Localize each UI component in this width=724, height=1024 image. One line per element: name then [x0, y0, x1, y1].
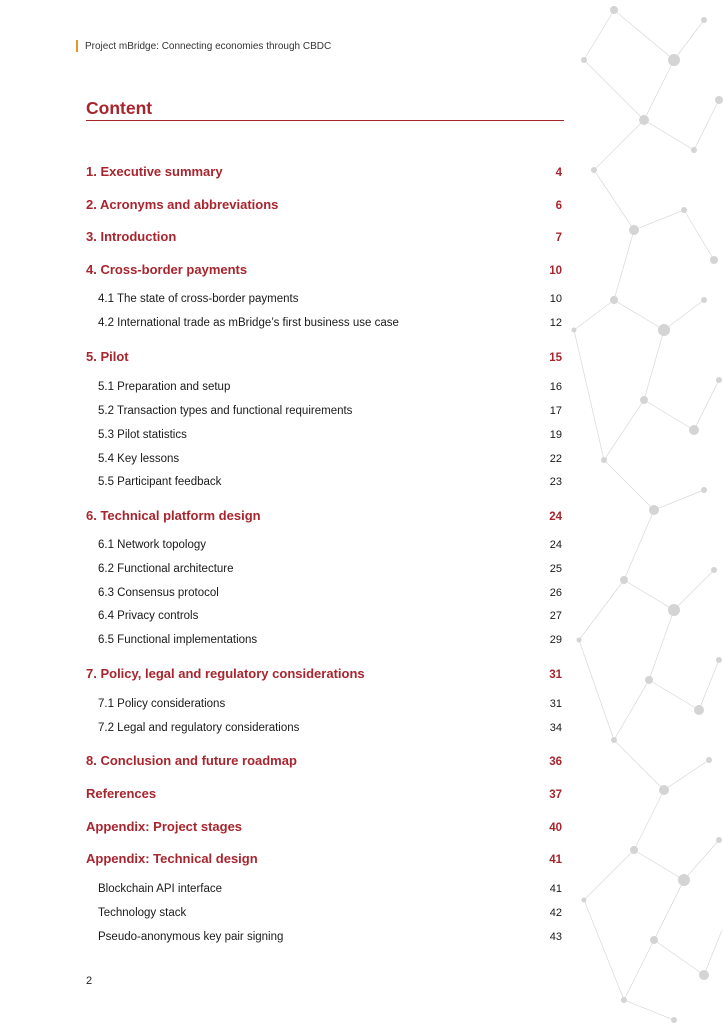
toc-entry-label: 6.5 Functional implementations [98, 634, 258, 646]
toc-subsection-entry[interactable] [86, 634, 562, 646]
toc-section-entry[interactable] [86, 197, 562, 212]
toc-entry-label: 5. Pilot [86, 349, 129, 364]
toc-subsection-entry[interactable] [86, 610, 562, 622]
toc-entry-label: 7.1 Policy considerations [98, 698, 226, 710]
toc-subsection-entry[interactable] [86, 698, 562, 710]
toc-entry-label: Blockchain API interface [98, 883, 223, 895]
toc-entry-page: 37 [549, 789, 562, 801]
toc-entry-page: 10 [549, 265, 562, 277]
toc-entry-label: 3. Introduction [86, 229, 177, 244]
toc-entry-label: Pseudo-anonymous key pair signing [98, 931, 284, 943]
toc-entry-page: 31 [549, 669, 562, 681]
toc-entry-label: 6.1 Network topology [98, 539, 207, 551]
toc-entry-page: 41 [549, 854, 562, 866]
toc-entry-label: Technology stack [98, 907, 187, 919]
toc-section-entry[interactable] [86, 819, 562, 834]
toc-subsection-entry[interactable] [86, 381, 562, 393]
toc-section-entry[interactable] [86, 262, 562, 277]
toc-entry-label: 5.2 Transaction types and functional requirements [98, 405, 353, 417]
page-title: Content [86, 98, 153, 118]
toc-entry-label: 7. Policy, legal and regulatory considerations [86, 666, 365, 681]
toc-entry-page: 15 [549, 352, 562, 364]
toc-entry-page: 24 [549, 511, 562, 523]
toc-section-entry[interactable] [86, 229, 562, 244]
toc-entry-label: 4.1 The state of cross-border payments [98, 293, 299, 305]
toc-entry-label: 1. Executive summary [86, 164, 223, 179]
toc-section-entry[interactable] [86, 349, 562, 364]
toc-entry-page: 40 [549, 822, 562, 834]
toc-entry-label: 5.3 Pilot statistics [98, 429, 187, 441]
toc-entry-page: 16 [549, 381, 562, 393]
toc-entry-label: 6. Technical platform design [86, 508, 261, 523]
toc-entry-page: 25 [549, 563, 562, 575]
toc-subsection-entry[interactable] [86, 722, 562, 734]
toc-section-entry[interactable] [86, 753, 562, 768]
header-accent-bar [76, 40, 78, 52]
toc-entry-page: 42 [549, 907, 562, 919]
toc-subsection-entry[interactable] [86, 405, 562, 417]
toc-entry-page: 24 [549, 539, 562, 551]
toc-entry-page: 27 [549, 610, 562, 622]
toc-subsection-entry[interactable] [86, 931, 562, 943]
toc-entry-label: 4. Cross-border payments [86, 262, 248, 277]
toc-subsection-entry[interactable] [86, 883, 562, 895]
toc-entry-page: 36 [549, 756, 562, 768]
toc-section-entry[interactable] [86, 666, 562, 681]
toc-entry-label: 7.2 Legal and regulatory considerations [98, 722, 300, 734]
toc-entry-label: 8. Conclusion and future roadmap [86, 753, 297, 768]
toc-entry-label: 5.4 Key lessons [98, 453, 180, 465]
toc-section-entry[interactable] [86, 164, 562, 179]
toc-subsection-entry[interactable] [86, 453, 562, 465]
toc-entry-label: 2. Acronyms and abbreviations [86, 197, 279, 212]
toc-entry-page: 19 [549, 429, 562, 441]
toc-subsection-entry[interactable] [86, 293, 562, 305]
toc-subsection-entry[interactable] [86, 563, 562, 575]
page-number: 2 [86, 975, 93, 987]
toc-entry-label: 6.3 Consensus protocol [98, 587, 219, 599]
toc-entry-page: 43 [549, 931, 562, 943]
toc-entry-page: 17 [549, 405, 562, 417]
toc-entry-page: 12 [549, 317, 562, 329]
toc-entry-label: 5.5 Participant feedback [98, 476, 222, 488]
running-header-title: Project mBridge: Connecting economies through CBDC [85, 40, 332, 52]
toc-subsection-entry[interactable] [86, 907, 562, 919]
toc-entry-label: Appendix: Project stages [86, 819, 243, 834]
title-divider [86, 120, 564, 121]
toc-subsection-entry[interactable] [86, 317, 562, 329]
toc-entry-page: 23 [549, 476, 562, 488]
toc-entry-page: 7 [555, 232, 562, 244]
toc-entry-page: 10 [549, 293, 562, 305]
toc-entry-label: Appendix: Technical design [86, 851, 258, 866]
toc-entry-page: 26 [549, 587, 562, 599]
toc-section-entry[interactable] [86, 786, 562, 801]
toc-entry-page: 31 [549, 698, 562, 710]
network-background-graphic [554, 0, 724, 1024]
toc-entry-label: 6.2 Functional architecture [98, 563, 234, 575]
running-header [76, 40, 331, 52]
toc-entry-label: 5.1 Preparation and setup [98, 381, 231, 393]
toc-entry-label: 4.2 International trade as mBridge’s first business use case [98, 317, 399, 329]
toc-entry-label: 6.4 Privacy controls [98, 610, 199, 622]
toc-entry-page: 34 [549, 722, 562, 734]
toc-subsection-entry[interactable] [86, 539, 562, 551]
toc-entry-label: References [86, 786, 157, 801]
toc-entry-page: 22 [549, 453, 562, 465]
toc-subsection-entry[interactable] [86, 587, 562, 599]
toc-entry-page: 4 [555, 167, 562, 179]
toc-subsection-entry[interactable] [86, 429, 562, 441]
toc-entry-page: 6 [555, 200, 562, 212]
toc-entry-page: 29 [549, 634, 562, 646]
toc-subsection-entry[interactable] [86, 476, 562, 488]
toc-section-entry[interactable] [86, 851, 562, 866]
toc-section-entry[interactable] [86, 508, 562, 523]
toc-entry-page: 41 [549, 883, 562, 895]
